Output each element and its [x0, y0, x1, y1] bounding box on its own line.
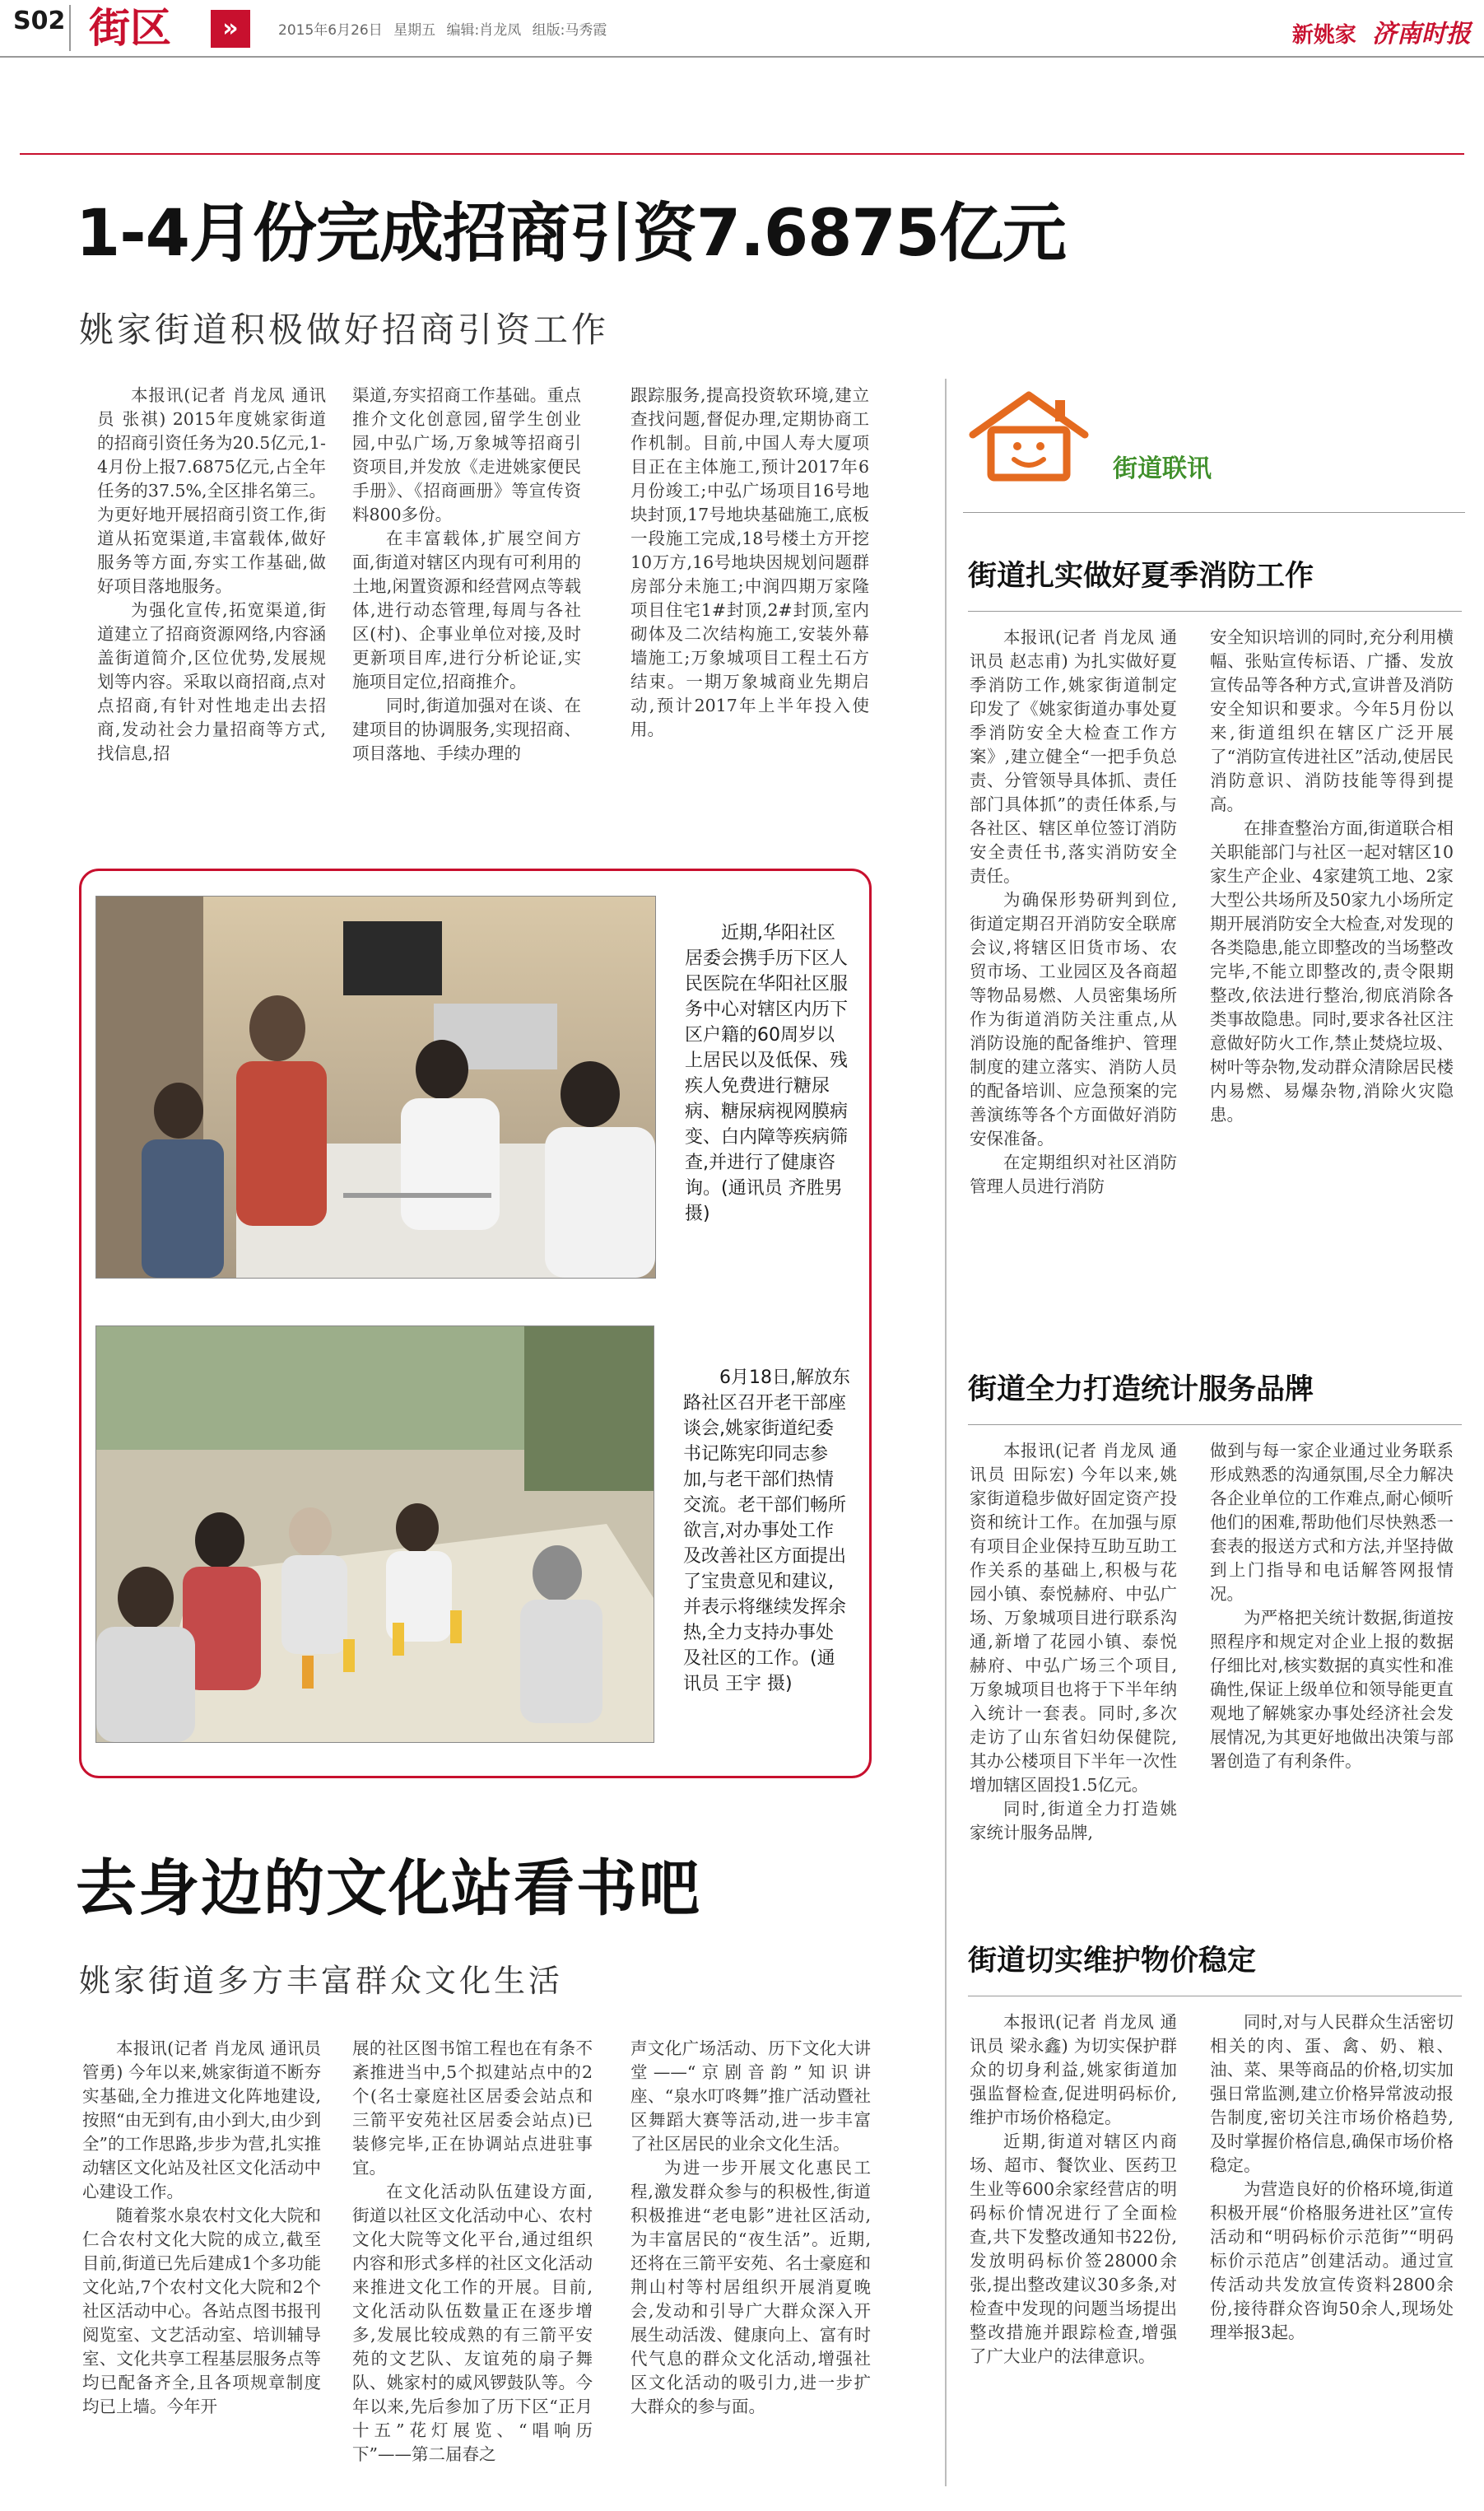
- chevron-right-icon: »: [211, 10, 250, 48]
- article-paragraph: 在文化活动队伍建设方面,街道以社区文化活动中心、农村文化大院等文化平台,通过组织内容和形式多样的社区文化活动来推进文化工作的开展。目前,文化活动队伍数量正在逐步增多,发展比较成熟的有三箭平安苑的文艺队、友谊苑的扇子舞队、姚家村的威风锣鼓队等。今年以来,先后参加了历下区“正月十五”花灯展览、“唱响历下”——第二届春之: [352, 2182, 593, 2464]
- sidebar-column-name: 街道联讯: [1113, 454, 1212, 483]
- article-paragraph: 为营造良好的价格环境,街道积极开展“价格服务进社区”宣传活动和“明码标价示范街”“明码标价示范店”创建活动。通过宣传活动共发放宣传资料2800余份,接待群众咨询50余人,现场处理举报3起。: [1210, 2179, 1454, 2342]
- meeting-photo: [95, 1325, 654, 1743]
- article-paragraph: 随着浆水泉农村文化大院和仁合农村文化大院的成立,截至目前,街道已先后建成1个多功能文化站,7个农村文化大院和2个社区活动中心。各站点图书报刊阅览室、文艺活动室、培训辅导室、文化共享工程基层服务点等均已配备齐全,且各项规章制度均已上墙。今年开: [82, 2206, 321, 2416]
- sidebar-rule: [963, 512, 1465, 513]
- article-paragraph: 本报讯(记者 肖龙凤 通讯员 田际宏) 今年以来,姚家街道稳步做好固定资产投资和统计工作。在加强与原有项目企业保持互助互助工作关系的基础上,积极与花园小镇、泰悦赫府、中弘广场、万象城项目进行联系沟通,新增了花园小镇、泰悦赫府、中弘广场三个项目,万象城项目也将于下半年纳入统计一套表。同时,多次走访了山东省妇幼保健院,其办公楼项目下半年一次性增加辖区固投1.5亿元。: [970, 1441, 1177, 1795]
- sidebar-item-headline: 街道切实维护物价稳定: [968, 1945, 1257, 1978]
- article-paragraph: 为进一步开展文化惠民工程,激发群众参与的积极性,街道积极推进“老电影”进社区活动,为丰富居民的“夜生活”。近期,还将在三箭平安苑、名士豪庭和荆山村等村居组织开展消夏晚会,发动和引导广大群众深入开展生动活泼、健康向上、富有时代气息的群众文化活动,增强社区文化活动的吸引力,进一步扩大群众的参与面。: [630, 2158, 871, 2416]
- meeting-photo-image: [96, 1326, 654, 1742]
- sidebar-column: [970, 1439, 1177, 1900]
- article-column: [630, 384, 869, 812]
- article-paragraph: 展的社区图书馆工程也在有条不紊推进当中,5个拟建站点中的2个(名士豪庭社区居委会站点和三箭平安苑社区居委会站点)已装修完毕,正在协调站点进驻事宜。: [352, 2038, 593, 2178]
- sidebar-column: [970, 626, 1177, 1325]
- article-headline: 1-4月份完成招商引资7.6875亿元: [76, 197, 1066, 271]
- article-paragraph: 在丰富载体,扩展空间方面,街道对辖区内现有可利用的土地,闲置资源和经营网点等载体,进行动态管理,每周与各社区(村)、企事业单位对接,及时更新项目库,进行分析论证,实施项目定位,招商推介。: [352, 529, 581, 692]
- article-paragraph: 安全知识培训的同时,充分利用横幅、张贴宣传标语、广播、发放宣传品等各种方式,宣讲普及消防安全知识和要求。今年5月份以来,街道组织在辖区广泛开展了“消防宣传进社区”活动,使居民消防意识、消防技能等得到提高。: [1210, 627, 1454, 814]
- article-paragraph: 同时,街道加强对在谈、在建项目的协调服务,实现招商、项目落地、手续办理的: [352, 696, 581, 763]
- sidebar-column: [1210, 626, 1454, 1325]
- article-paragraph: 本报讯(记者 肖龙凤 通讯员 张祺) 2015年度姚家街道的招商引资任务为20.5亿元,1-4月份上报7.6875亿元,占全年任务的37.5%,全区排名第三。为更好地开展招商引资工作,街道从拓宽渠道,丰富载体,做好服务等方面,夯实工作基础,做好项目落地服务。: [97, 385, 326, 596]
- sidebar-column: [1210, 1439, 1454, 1900]
- section-title: 街区: [89, 3, 171, 52]
- article-paragraph: 跟踪服务,提高投资软环境,建立查找问题,督促办理,定期协商工作机制。目前,中国人寿大厦项目正在主体施工,预计2017年6月份竣工;中弘广场项目16号地块封顶,17号地块基础施工,底板一段施工完成,18号楼土方开挖10万方,16号地块因规划问题群房部分未施工;中润四期万家隆项目住宅1#封顶,2#封顶,室内砌体及二次结构施工,安装外幕墙施工;万象城项目工程土石方结束。一期万象城商业先期启动,预计2017年上半年投入使用。: [630, 385, 869, 739]
- article-paragraph: 为确保形势研判到位,街道定期召开消防安全联席会议,将辖区旧货市场、农贸市场、工业园区及各商超等物品易燃、人员密集场所作为街道消防关注重点,从消防设施的配备维护、管理制度的建立落实、消防人员的配备培训、应急预案的完善演练等各个方面做好消防安保准备。: [970, 890, 1177, 1148]
- sidebar-item-headline: 街道扎实做好夏季消防工作: [968, 560, 1314, 593]
- house-icon: [963, 387, 1095, 486]
- sidebar-column: [1210, 2010, 1454, 2496]
- column-divider: [945, 379, 947, 2486]
- article-subhead: 姚家街道积极做好招商引资工作: [79, 310, 610, 350]
- article-subhead: 姚家街道多方丰富群众文化生活: [79, 1963, 564, 1999]
- masthead-rule: [0, 56, 1484, 58]
- photo-caption: [683, 1365, 851, 1727]
- newspaper-brand: [1292, 13, 1471, 49]
- article-column: [352, 384, 581, 812]
- clinic-photo-image: [96, 897, 655, 1278]
- article-paragraph: 同时,对与人民群众生活密切相关的肉、蛋、禽、奶、粮、油、菜、果等商品的价格,切实加强日常监测,建立价格异常波动报告制度,密切关注市场价格趋势,及时掌握价格信息,确保市场价格稳定。: [1210, 2012, 1454, 2175]
- article-paragraph: 在排查整治方面,街道联合相关职能部门与社区一起对辖区10家生产企业、4家建筑工地、2家大型公共场所及50家九小场所定期开展消防安全大检查,对发现的各类隐患,能立即整改的当场整改完毕,不能立即整改的,责令限期整改,依法进行整治,彻底消除各类事故隐患。同时,要求各社区注意做好防火工作,禁止焚烧垃圾、树叶等杂物,发动群众清除居民楼内易燃、易爆杂物,消除火灾隐患。: [1210, 818, 1454, 1125]
- photo-caption-text: 6月18日,解放东路社区召开老干部座谈会,姚家街道纪委书记陈宪印同志参加,与老干部们热情交流。老干部们畅所欲言,对办事处工作及改善社区方面提出了宝贵意见和建议,并表示将继续发挥余热,全力支持办事处及社区的工作。(通讯员 王宇 摄): [683, 1367, 850, 1694]
- editor-credit: 编辑:肖龙凤: [446, 22, 522, 39]
- brand-name: 新姚家: [1291, 23, 1356, 48]
- article-column: [97, 384, 326, 812]
- masthead-divider: [69, 5, 71, 51]
- article-column: [630, 2037, 871, 2498]
- article-paragraph: 本报讯(记者 肖龙凤 通讯员 梁永鑫) 为切实保护群众的切身利益,姚家街道加强监督检查,促进明码标价,维护市场价格稳定。: [970, 2012, 1177, 2127]
- article-paragraph: 在定期组织对社区消防管理人员进行消防: [970, 1153, 1177, 1196]
- sidebar-rule: [968, 611, 1462, 612]
- article-paragraph: 做到与每一家企业通过业务联系形成熟悉的沟通氛围,尽全力解决各企业单位的工作难点,耐心倾听他们的困难,帮助他们尽快熟悉一套表的报送方式和方法,并坚持做到上门指导和电话解答网报情况。: [1210, 1441, 1454, 1604]
- article-paragraph: 为严格把关统计数据,街道按照程序和规定对企业上报的数据仔细比对,核实数据的真实性和准确性,保证上级单位和领导能更直观地了解姚家办事处经济社会发展情况,为其更好地做出决策与部署创造了有利条件。: [1210, 1608, 1454, 1771]
- article-paragraph: 近期,街道对辖区内商场、超市、餐饮业、医药卫生业等600余家经营店的明码标价情况进行了全面检查,共下发整改通知书22份,发放明码标价签28000余张,提出整改建议30多条,对检查中发现的问题当场提出整改措施并跟踪检查,增强了广大业户的法律意识。: [970, 2131, 1177, 2366]
- article-paragraph: 为强化宣传,拓宽渠道,街道建立了招商资源网络,内容涵盖街道简介,区位优势,发展规划等内容。采取以商招商,点对点招商,有针对性地走出去招商,发动社会力量招商等方式,找信息,招: [97, 600, 326, 763]
- article-column: [352, 2037, 593, 2498]
- issue-weekday: 星期五: [393, 22, 436, 39]
- issue-date: 2015年6月26日: [278, 22, 383, 39]
- masthead-meta: [278, 18, 607, 39]
- photo-caption-text: 近期,华阳社区居委会携手历下区人民医院在华阳社区服务中心对辖区内历下区户籍的60周岁以上居民以及低保、残疾人免费进行糖尿病、糖尿病视网膜病变、白内障等疾病筛查,并进行了健康咨询。(通讯员 齐胜男 摄): [685, 923, 849, 1224]
- sidebar-rule: [968, 1424, 1462, 1425]
- clinic-photo: [95, 896, 656, 1279]
- article-headline: 去身边的文化站看书吧: [76, 1853, 701, 1924]
- layout-credit: 组版:马秀霞: [532, 22, 607, 39]
- section-rule: [20, 153, 1464, 155]
- newspaper-logo: 济南时报: [1372, 20, 1471, 49]
- article-column: [82, 2037, 321, 2498]
- article-paragraph: 本报讯(记者 肖龙凤 通讯员 赵志甫) 为扎实做好夏季消防工作,姚家街道制定印发了《姚家街道办事处夏季消防安全大检查工作方案》,建立健全“一把手负总责、分管领导具体抓、责任部门具体抓”的责任体系,与各社区、辖区单位签订消防安全责任书,落实消防安全责任。: [970, 627, 1177, 886]
- article-paragraph: 同时,街道全力打造姚家统计服务品牌,: [970, 1799, 1177, 1842]
- article-paragraph: 声文化广场活动、历下文化大讲堂——“京剧音韵”知识讲座、“泉水叮咚舞”推广活动暨社区舞蹈大赛等活动,进一步丰富了社区居民的业余文化生活。: [630, 2038, 871, 2154]
- sidebar-column: [970, 2010, 1177, 2496]
- page-number: S02: [13, 7, 66, 35]
- sidebar-item-headline: 街道全力打造统计服务品牌: [968, 1373, 1314, 1406]
- article-paragraph: 本报讯(记者 肖龙凤 通讯员 管勇) 今年以来,姚家街道不断夯实基础,全力推进文化阵地建设,按照“由无到有,由小到大,由少到全”的工作思路,步步为营,扎实推动辖区文化站及社区文化活动中心建设工作。: [82, 2038, 321, 2201]
- photo-caption: [685, 920, 851, 1266]
- article-paragraph: 渠道,夯实招商工作基础。重点推介文化创意园,留学生创业园,中弘广场,万象城等招商引资项目,并发放《走进姚家便民手册》、《招商画册》等宣传资料800多份。: [352, 385, 581, 524]
